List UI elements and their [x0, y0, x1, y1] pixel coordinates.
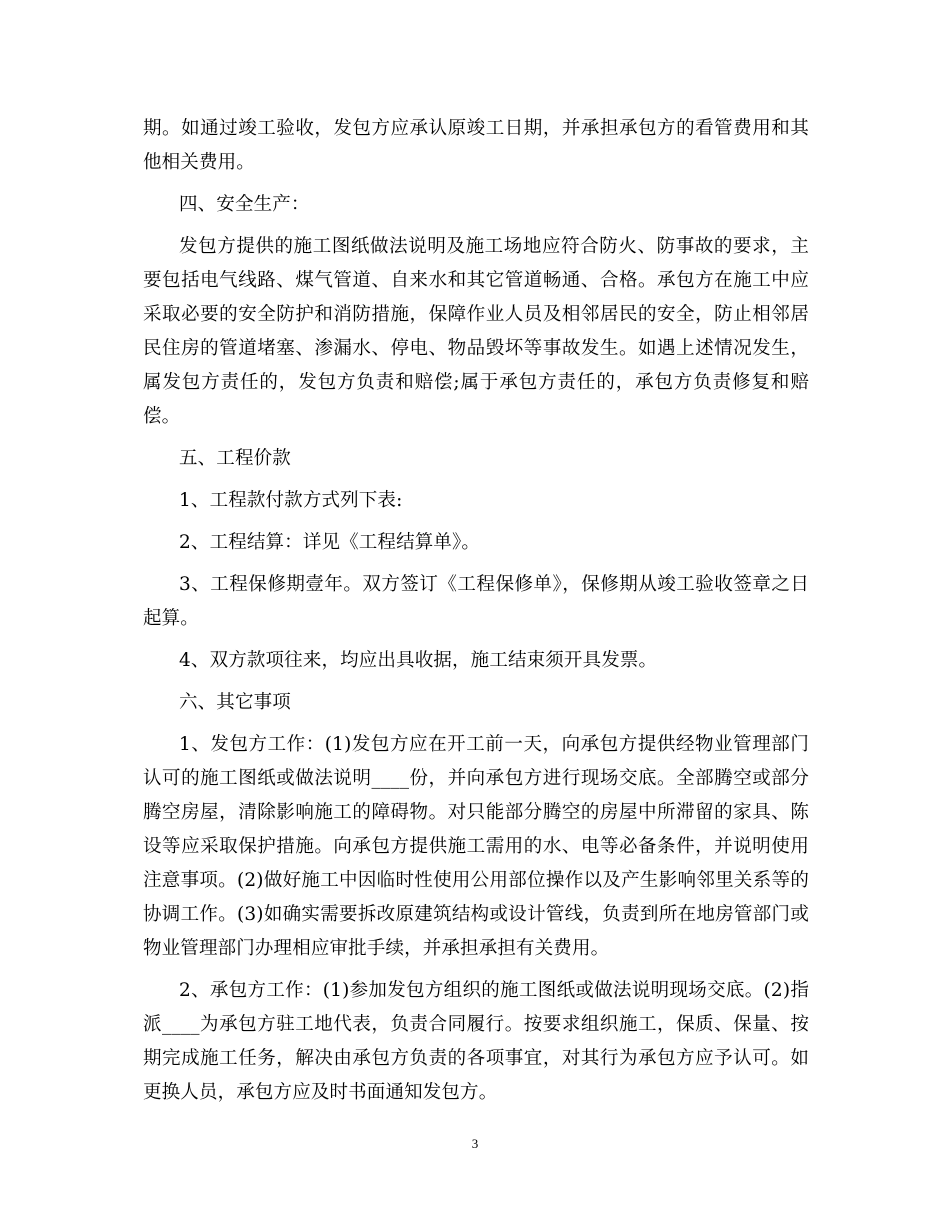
heading-safety-production: 四、安全生产： — [179, 194, 310, 215]
item-warranty: 3、工程保修期壹年。双方签订《工程保修单》，保修期从竣工验收签章之日起算。 — [143, 574, 809, 629]
item-payment-method: 1、工程款付款方式列下表: — [179, 490, 403, 511]
heading-other-matters: 六、其它事项 — [179, 692, 291, 713]
paragraph-acceptance-continuation: 期。如通过竣工验收，发包方应承认原竣工日期，并承担承包方的看管费用和其他相关费用。 — [143, 118, 809, 173]
document-body — [143, 112, 809, 1118]
paragraph-safety-requirements: 发包方提供的施工图纸做法说明及施工场地应符合防火、防事故的要求，主要包括电气线路、煤气管道、自来水和其它管道畅通、合格。承包方在施工中应采取必要的安全防护和消防措施，保障作业人员及相邻居民的安全，防止相邻居民住房的管道堵塞、渗漏水、停电、物品毁坏等事故发生。如遇上述情况发生，属发包方责任的，发包方负责和赔偿;属于承包方责任的，承包方负责修复和赔偿。 — [143, 236, 809, 427]
item-settlement: 2、工程结算：详见《工程结算单》。 — [179, 532, 481, 553]
heading-project-price: 五、工程价款 — [179, 448, 291, 469]
paragraph-employer-duties: 1、发包方工作：(1)发包方应在开工前一天，向承包方提供经物业管理部门认可的施工图纸或做法说明____份，并向承包方进行现场交底。全部腾空或部分腾空房屋，清除影响施工的障碍物。对只能部分腾空的房屋中所滞留的家具、陈设等应采取保护措施。向承包方提供施工需用的水、电等必备条件，并说明使用注意事项。(2)做好施工中因临时性使用公用部位操作以及产生影响邻里关系等的协调工作。(3)如确实需要拆改原建筑结构或设计管线，负责到所在地房管部门或物业管理部门办理相应审批手续，并承担承担有关费用。 — [143, 734, 809, 959]
paragraph-contractor-duties: 2、承包方工作：(1)参加发包方组织的施工图纸或做法说明现场交底。(2)指派____为承包方驻工地代表，负责合同履行。按要求组织施工，保质、保量、按期完成施工任务，解决由承包方负责的各项事宜，对其行为承包方应予认可。如更换人员，承包方应及时书面通知发包方。 — [143, 980, 809, 1103]
page-number: 3 — [471, 1136, 479, 1151]
item-receipts-invoices: 4、双方款项往来，均应出具收据，施工结束须开具发票。 — [179, 650, 658, 671]
